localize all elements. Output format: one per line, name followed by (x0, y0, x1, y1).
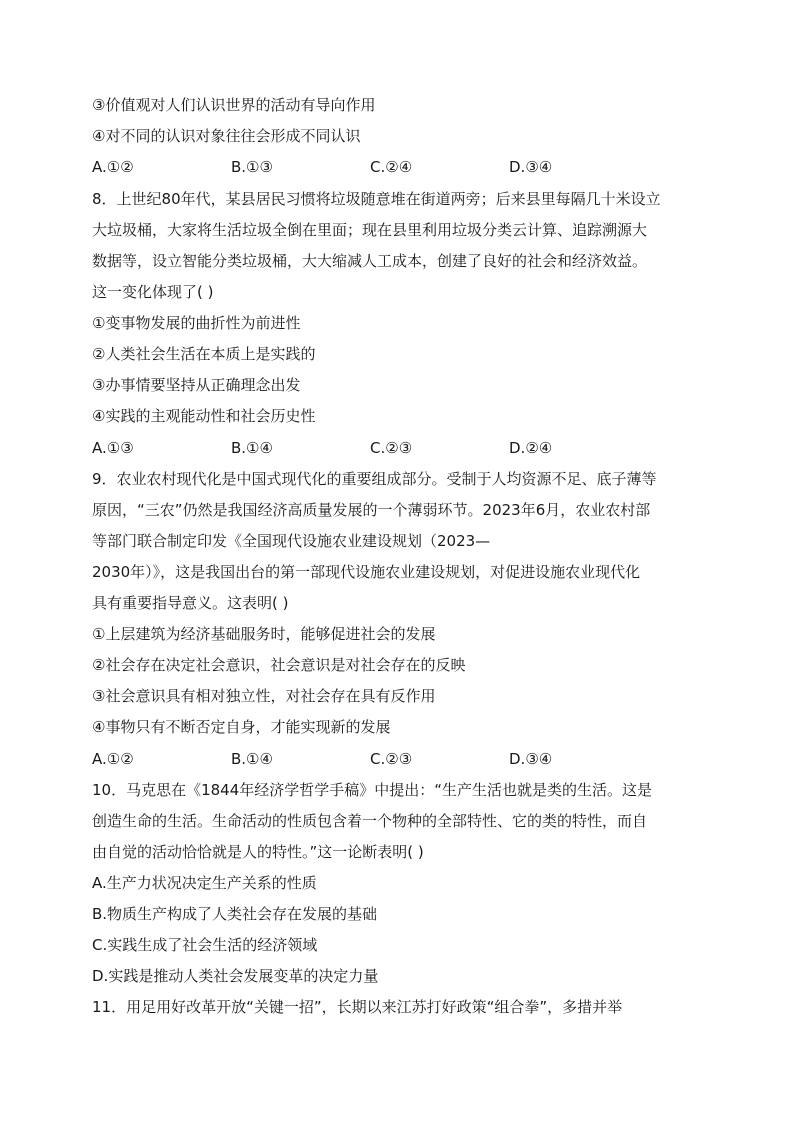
q9-stem-line-2: 原因，“三农”仍然是我国经济高质量发展的一个薄弱环节。2023年6月，农业农村部 (92, 501, 651, 519)
q8-option-b[interactable]: B.①④ (231, 439, 273, 457)
q10-choice-d[interactable]: D.实践是推动人类社会发展变革的决定力量 (92, 967, 379, 985)
q8-stem-line-3: 数据等，设立智能分类垃圾桶，大大缩减人工成本，创建了良好的社会和经济效益。 (92, 252, 648, 270)
q9-option-a[interactable]: A.①② (92, 750, 134, 768)
q7-option-b[interactable]: B.①③ (231, 158, 273, 176)
q8-option-d[interactable]: D.②④ (509, 439, 553, 457)
q9-item-3: ③社会意识具有相对独立性，对社会存在具有反作用 (92, 687, 436, 705)
q8-option-a[interactable]: A.①③ (92, 439, 134, 457)
q9-stem-line-5: 具有重要指导意义。这表明( ) (92, 594, 289, 612)
q8-item-1: ①变事物发展的曲折性为前进性 (92, 314, 301, 332)
q9-item-4: ④事物只有不断否定自身，才能实现新的发展 (92, 718, 391, 736)
q10-stem-line-2: 创造生命的生活。生命活动的性质包含着一个物种的全部特性、它的类的特性，而自 (92, 812, 648, 830)
q8-option-c[interactable]: C.②③ (370, 439, 413, 457)
q7-option-d[interactable]: D.③④ (509, 158, 553, 176)
q8-item-4: ④实践的主观能动性和社会历史性 (92, 407, 316, 425)
q9-options (92, 748, 712, 770)
q7-option-c[interactable]: C.②④ (370, 158, 413, 176)
q11-stem-line-1: 11．用足用好改革开放“关键一招”，长期以来江苏打好政策“组合拳”，多措并举 (92, 998, 623, 1016)
q9-option-b[interactable]: B.①④ (231, 750, 273, 768)
q8-stem-line-2: 大垃圾桶，大家将生活垃圾全倒在里面；现在县里利用垃圾分类云计算、追踪溯源大 (92, 221, 648, 239)
q10-stem-line-1: 10．马克思在《1844年经济学哲学手稿》中提出：“生产生活也就是类的生活。这是 (92, 781, 653, 799)
q9-option-c[interactable]: C.②③ (370, 750, 413, 768)
q10-choice-a[interactable]: A.生产力状况决定生产关系的性质 (92, 874, 317, 892)
q8-options (92, 437, 712, 459)
q9-stem-line-1: 9．农业农村现代化是中国式现代化的重要组成部分。受制于人均资源不足、底子薄等 (92, 470, 657, 488)
q8-item-3: ③办事情要坚持从正确理念出发 (92, 376, 301, 394)
q7-item-3: ③价值观对人们认识世界的活动有导向作用 (92, 96, 376, 114)
q7-item-4: ④对不同的认识对象往往会形成不同认识 (92, 127, 361, 145)
q7-options (92, 156, 712, 178)
q9-stem-line-3: 等部门联合制定印发《全国现代设施农业建设规划（2023— (92, 532, 491, 550)
q7-option-a[interactable]: A.①② (92, 158, 134, 176)
q9-stem-line-4: 2030年）》，这是我国出台的第一部现代设施农业建设规划，对促进设施农业现代化 (92, 563, 641, 581)
q9-item-1: ①上层建筑为经济基础服务时，能够促进社会的发展 (92, 625, 436, 643)
q10-choice-b[interactable]: B.物质生产构成了人类社会存在发展的基础 (92, 905, 378, 923)
q10-stem-line-3: 由自觉的活动恰恰就是人的特性。”这一论断表明( ) (92, 843, 424, 861)
q8-item-2: ②人类社会生活在本质上是实践的 (92, 345, 316, 363)
q8-stem-line-4: 这一变化体现了( ) (92, 283, 214, 301)
q9-option-d[interactable]: D.③④ (509, 750, 553, 768)
q8-stem-line-1: 8．上世纪80年代，某县居民习惯将垃圾随意堆在街道两旁；后来县里每隔几十米设立 (92, 190, 661, 208)
q10-choice-c[interactable]: C.实践生成了社会生活的经济领域 (92, 936, 318, 954)
q9-item-2: ②社会存在决定社会意识，社会意识是对社会存在的反映 (92, 656, 466, 674)
